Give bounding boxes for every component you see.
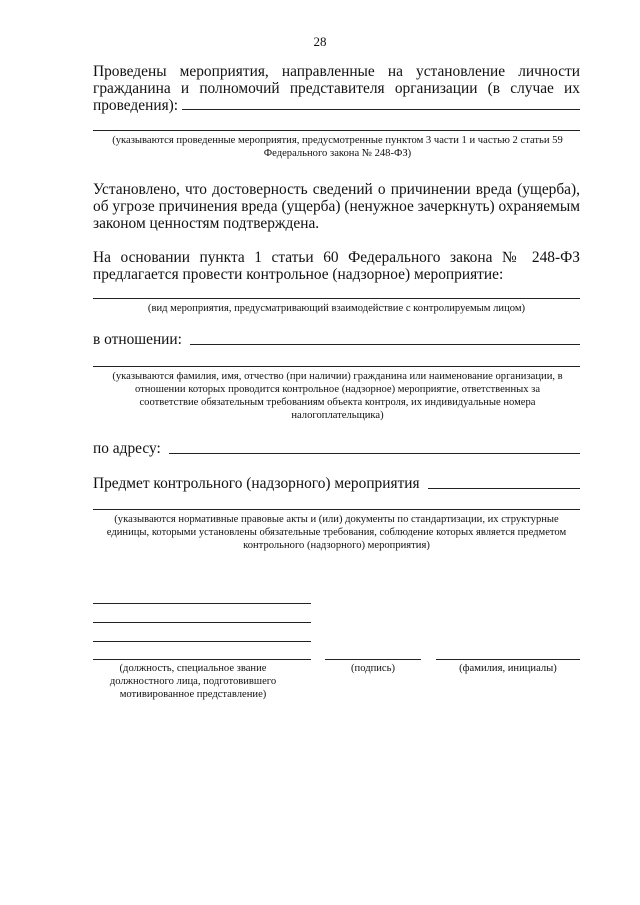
regarding-fill-line[interactable] [190,343,580,345]
name-note: (фамилия, инициалы) [459,663,557,674]
subject-note: (указываются нормативные правовые акты и (или) документы по стандартизации, их структурные единицы, которыми установлены обязательные требования, соблюдение которых является предметом контрольного (надзорного) мероприятия) [106,514,567,551]
address-field [93,440,580,457]
position-line-3[interactable] [93,641,311,642]
identity-paragraph [93,63,580,114]
position-note: (должность, специальное звание должностного лица, подготовившего мотивированное представление) [109,663,277,700]
page-number: 28 [313,34,327,49]
signature-note: (подпись) [351,663,395,674]
proposal-paragraph: На основании пункта 1 статьи 60 Федерального закона № 248-ФЗ предлагается провести контрольное (надзорное) мероприятие: [93,249,580,283]
identity-text: Проведены мероприятия, направленные на установление личности гражданина и полномочий представителя организации (в случае их проведения): [93,63,580,114]
proposal-fill-line[interactable] [93,298,580,299]
regarding-second-line[interactable] [93,366,580,367]
subject-fill-line[interactable] [428,487,580,489]
subject-field [93,475,580,492]
address-label: по адресу: [93,440,161,457]
subject-label: Предмет контрольного (надзорного) мероприятия [93,475,420,492]
proposal-note: (вид мероприятия, предусматривающий взаимодействие с контролируемым лицом) [147,303,526,314]
subject-second-line[interactable] [93,509,580,510]
signature-line[interactable] [325,659,421,660]
identity-note: (указываются проведенные мероприятия, предусмотренные пунктом 3 части 1 и частью 2 статьи 59 Федерального закона № 248-ФЗ) [112,135,563,159]
position-line-4[interactable] [93,659,311,660]
identity-fill-line[interactable] [182,97,580,110]
regarding-field [93,331,580,348]
established-paragraph: Установлено, что достоверность сведений о причинении вреда (ущерба), об угрозе причинения вреда (ущерба) (ненужное зачеркнуть) охраняемым законом ценностям подтверждена. [93,181,580,232]
regarding-label: в отношении: [93,331,182,348]
regarding-note: (указываются фамилия, имя, отчество (при наличии) гражданина или наименование организации, в отношении которых проводится контрольное (надзорное) мероприятие, ответственных за соответствие обязательным требованиям объекта контроля, их индивидуальные номера налогоплательщика) [112,371,563,421]
position-line-2[interactable] [93,622,311,623]
address-fill-line[interactable] [169,452,580,454]
position-line-1[interactable] [93,603,311,604]
identity-second-line[interactable] [93,130,580,131]
name-line[interactable] [436,659,580,660]
